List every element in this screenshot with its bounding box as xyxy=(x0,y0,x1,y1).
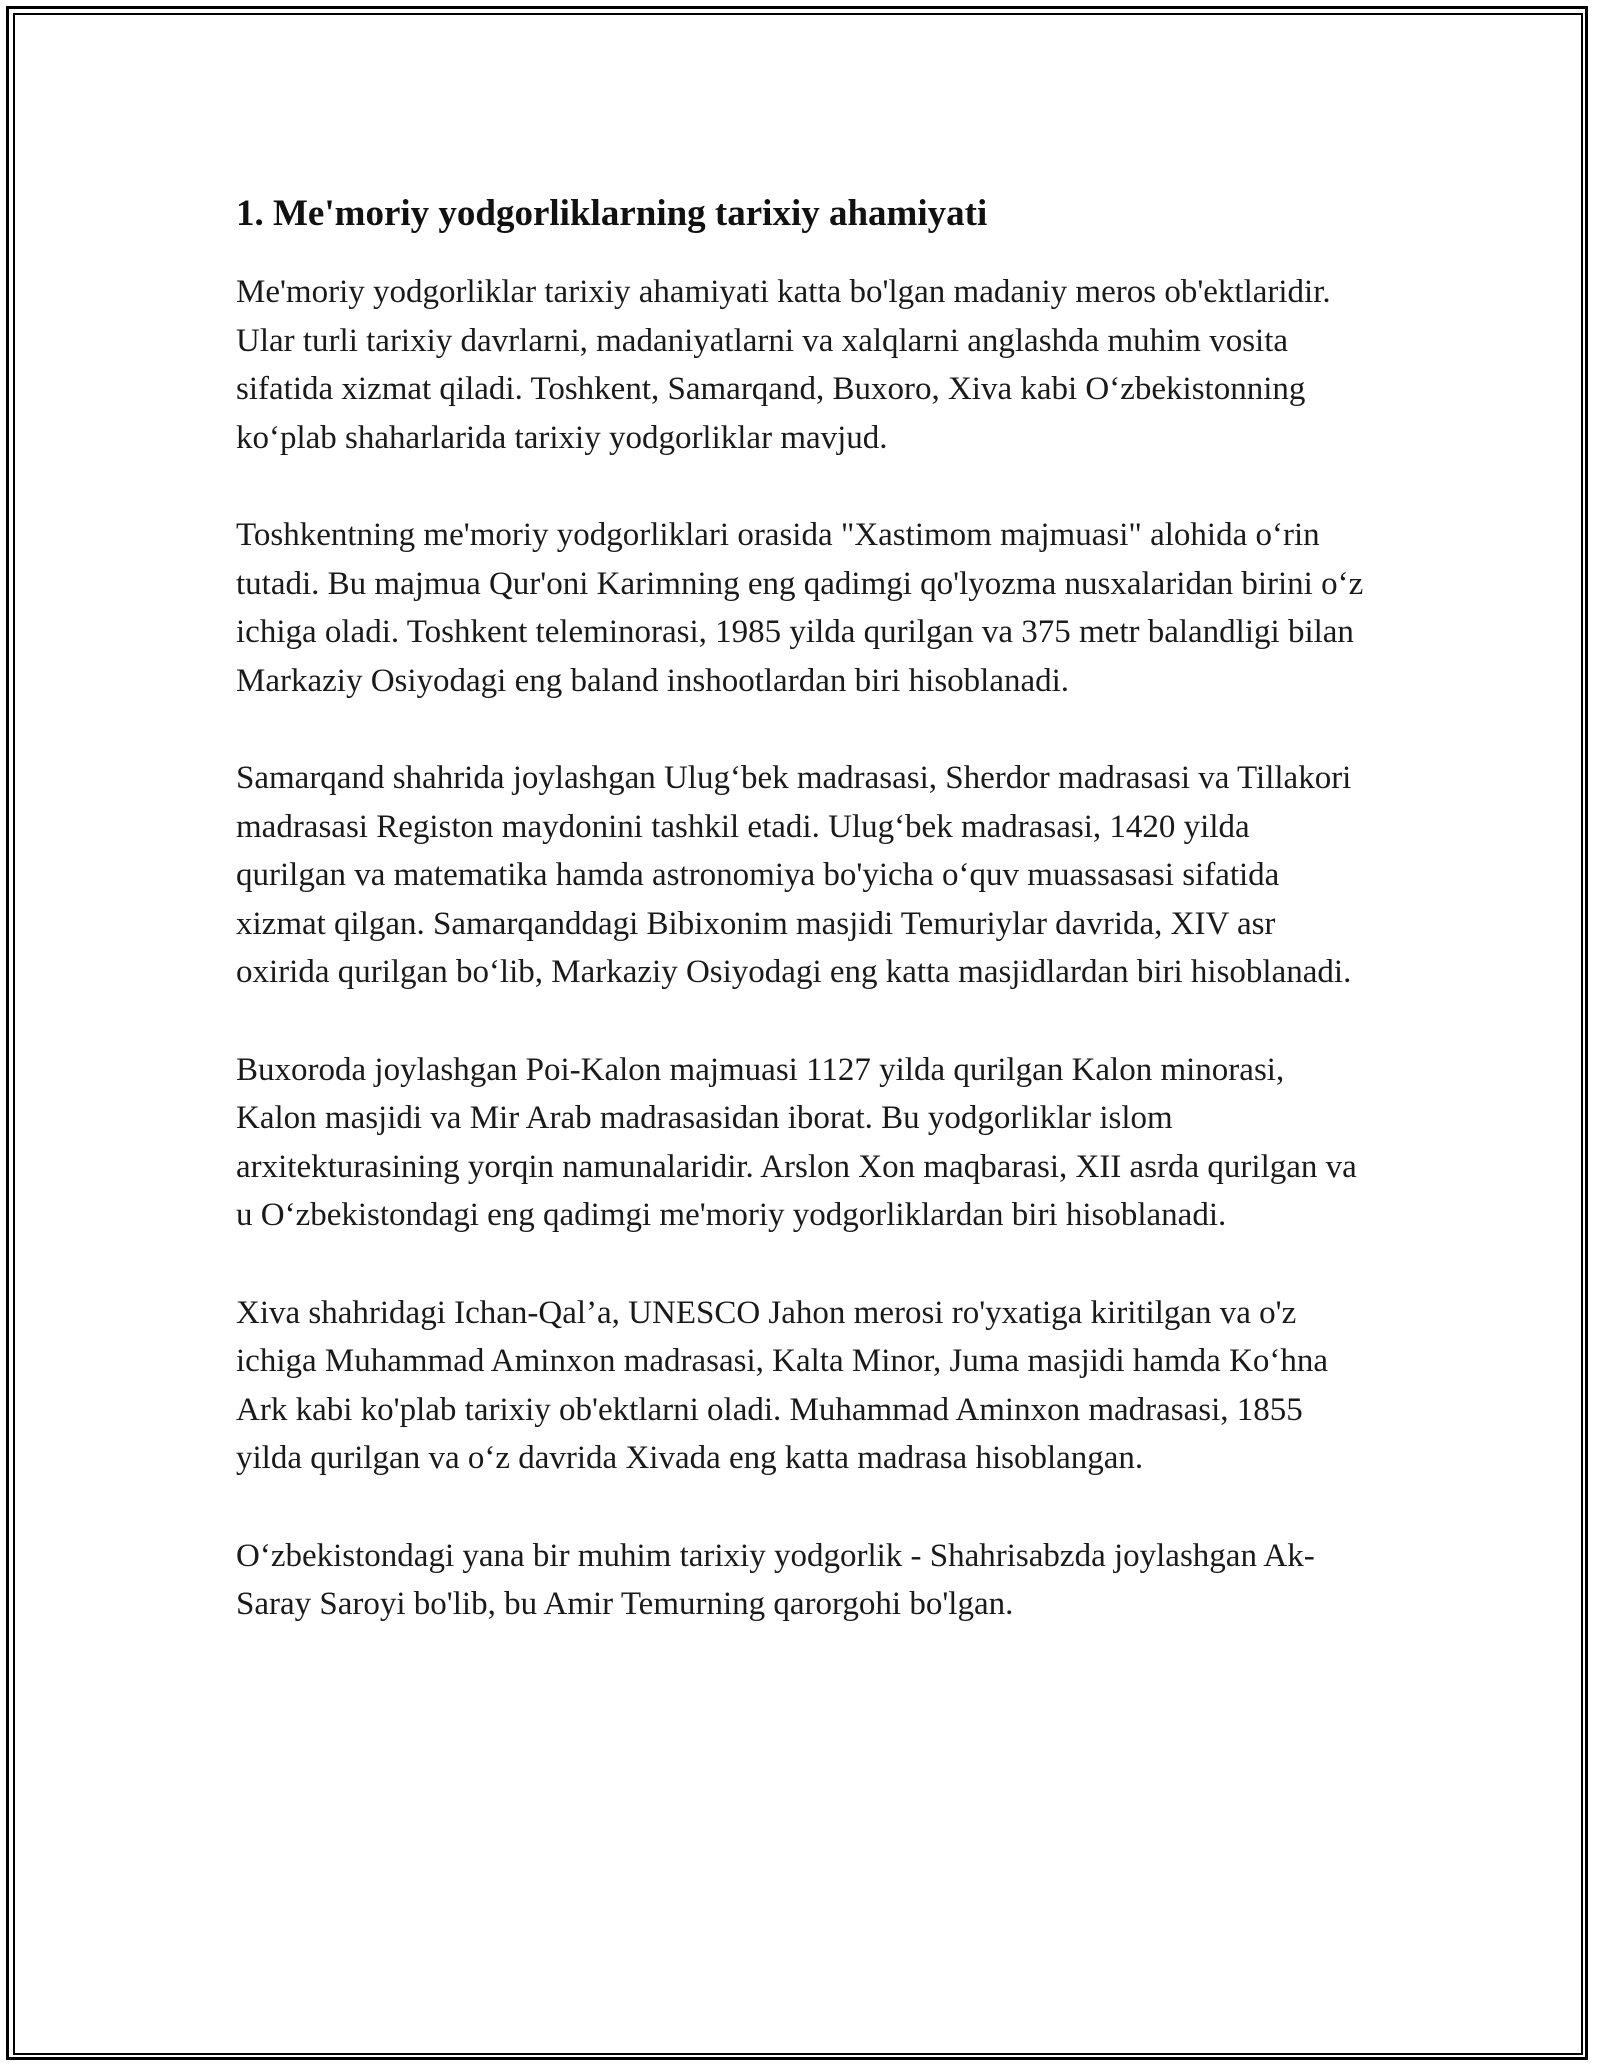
paragraph-4: Buxoroda joylashgan Poi-Kalon majmuasi 1127 yilda qurilgan Kalon minorasi, Kalon masjidi va Mir Arab madrasasidan iborat. Bu yodgorliklar islom arxitekturasining yorqin namunalaridir. Arslon Xon maqbarasi, XII asrda qurilgan va u O‘zbekistondagi eng qadimgi me'moriy yodgorliklardan biri hisoblanadi. xyxy=(236,1051,1357,1233)
paragraph-2: Toshkentning me'moriy yodgorliklari orasida "Xastimom majmuasi" alohida o‘rin tutadi. Bu majmua Qur'oni Karimning eng qadimgi qo'lyozma nusxalaridan birini o‘z ichiga oladi. Toshkent teleminorasi, 1985 yilda qurilgan va 375 metr balandligi bilan Markaziy Osiyodagi eng baland inshootlardan biri hisoblanadi. xyxy=(236,517,1364,699)
paragraph-1: Me'moriy yodgorliklar tarixiy ahamiyati katta bo'lgan madaniy meros ob'ektlaridir. Ular turli tarixiy davrlarni, madaniyatlarni va xalqlarni anglashda muhim vosita sifatida xizmat qiladi. Toshkent, Samarqand, Buxoro, Xiva kabi O‘zbekistonning ko‘plab shaharlarida tarixiy yodgorliklar mavjud. xyxy=(236,274,1331,456)
paragraph-6: O‘zbekistondagi yana bir muhim tarixiy yodgorlik - Shahrisabzda joylashgan Ak-Saray Saroyi bo'lib, bu Amir Temurning qarorgohi bo'lgan. xyxy=(236,1537,1315,1622)
paragraph-3: Samarqand shahrida joylashgan Ulug‘bek madrasasi, Sherdor madrasasi va Tillakori madrasasi Registon maydonini tashkil etadi. Ulug‘bek madrasasi, 1420 yilda qurilgan va matematika hamda astronomiya bo'yicha o‘quv muassasasi sifatida xizmat qilgan. Samarqanddagi Bibixonim masjidi Temuriylar davrida, XIV asr oxirida qurilgan bo‘lib, Markaziy Osiyodagi eng katta masjidlardan biri hisoblanadi. xyxy=(236,760,1352,990)
paragraph-5: Xiva shahridagi Ichan-Qal’a, UNESCO Jahon merosi ro'yxatiga kiritilgan va o'z ichiga Muhammad Aminxon madrasasi, Kalta Minor, Juma masjidi hamda Ko‘hna Ark kabi ko'plab tarixiy ob'ektlarni oladi. Muhammad Aminxon madrasasi, 1855 yilda qurilgan va o‘z davrida Xivada eng katta madrasa hisoblangan. xyxy=(236,1294,1329,1476)
document-body xyxy=(236,186,1366,1678)
section-heading: 1. Me'moriy yodgorliklarning tarixiy ahamiyati xyxy=(236,193,988,234)
